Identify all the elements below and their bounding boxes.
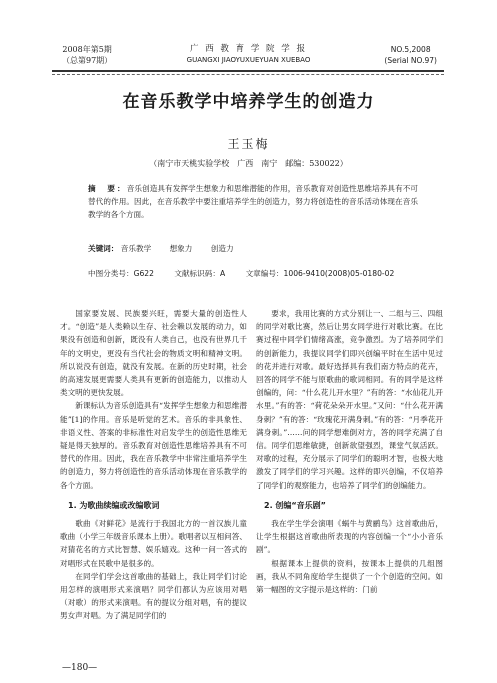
section-heading: 2. 创编“音乐剧” <box>264 500 326 510</box>
header-rule-dashed <box>52 74 444 75</box>
paragraph: 在同学们学会这首歌曲的基础上，我让同学们讨论用怎样的演唱形式来演唱？同学们都认为应该用对唱（对歌）的形式来演唱。有的提议分组对唱，有的提议男女声对唱。为了满足同学们的 <box>60 571 247 621</box>
abstract-text: 音乐创造具有发挥学生想象力和思维潜能的作用，音乐教育对创造性思维培养具有不可替代的作用。因此，在音乐教学中要注重培养学生的创造力，努力将创造性的音乐活动体现在音乐教学的各个方面。 <box>88 184 419 219</box>
section-heading: 1. 为歌曲续编或改编歌词 <box>68 500 160 510</box>
author-affiliation: （南宁市天桃实验学校 广西 南宁 邮编：530022） <box>149 159 348 168</box>
article-author: 王玉梅 <box>227 137 270 151</box>
body-column-right <box>256 307 443 596</box>
serial-number: （总第97期） <box>62 56 113 65</box>
paragraph: 新课标认为音乐创造具有“发挥学生想象力和思维潜能”[1]的作用。音乐是听觉的艺术。音乐的非具象性、非语义性、答案的非标准性对启发学生的创造性思维无疑是得天独厚的。音乐教育对创造性思维培养具有不可替代的作用。因此，我在音乐教学中非常注重培养学生的创造力，努力将创造性的音乐活动体现在音乐教学的各个方面。 <box>60 401 247 490</box>
article-no-label: 文章编号： <box>245 269 284 278</box>
paragraph: 要求，我用比赛的方式分别让一、二组与三、四组的同学对歌比赛，然后让男女同学进行对歌比赛。在比赛过程中同学们情绪高涨，竞争激烈。为了培养同学们的创新能力，我提议同学们即兴创编平时在生活中见过的花并进行对歌。最好选择具有我们南方特点的花卉，回答的同学不能与原歌曲的歌词相同。有的同学是这样创编的，问：“什么花儿开水里？”有的答：“水仙花儿开水里。”有的答：“荷花朵朵开水里。”又问：“什么花开满身刺？”有的答：“玫瑰花开满身刺。”有的答：“月季花开满身刺。”……问的同学想难倒对方，答的同学充满了自信。同学们思维敏捷，创新欲望强烈，课堂气氛活跃。对歌的过程，充分展示了同学们的聪明才智，也极大地激发了同学们的学习兴趣。这样的即兴创编，不仅培养了同学们的观察能力，也培养了同学们的创编能力。 <box>256 309 443 490</box>
doc-code-label: 文献标识码： <box>174 269 220 278</box>
header-issue-en <box>384 44 437 66</box>
journal-name-cn: 广 西 教 育 学 院 学 报 <box>190 44 307 54</box>
keyword: 创造力 <box>210 244 234 253</box>
clc-value: G622 <box>133 269 154 278</box>
issue-number: 2008年第5期 <box>62 45 112 54</box>
paragraph: 根据课本上提供的资料，按课本上提供的几组图画，我从不同角度给学生提供了一个个创造的空间。如第一幅图的文字提示是这样的：门前 <box>256 558 443 595</box>
keywords-label: 关键词： <box>88 244 119 253</box>
abstract-label: 摘 要： <box>88 184 127 193</box>
page-number: —180— <box>62 663 98 673</box>
article-meta <box>88 268 412 279</box>
paragraph: 歌曲《对鲜花》是流行于我国北方的一首汉族儿童歌曲（小学三年级音乐课本上册）。歌唱者以互相问答、对猜花名的方式比智慧、娱乐嬉戏。这种一问一答式的对唱形式在民歌中是很多的。 <box>60 519 247 568</box>
article-title: 在音乐教学中培养学生的创造力 <box>122 92 375 112</box>
abstract <box>88 182 418 221</box>
paragraph: 我在学生学会演唱《蜗牛与黄鹂鸟》这首歌曲后，让学生根据这首歌曲所表现的内容创编一个“小小音乐剧”。 <box>256 519 443 555</box>
keyword: 想象力 <box>169 244 193 253</box>
clc-label: 中图分类号： <box>88 269 134 278</box>
paragraph: 国家要发展、民族要兴旺，需要大量的创造性人才。“创造”是人类赖以生存、社会赖以发展的动力，如果没有创造和创新，既没有人类自己，也没有世界几千年的文明史，更没有当代社会的物质文明和精神文明。所以说没有创造，就没有发展。在新的历史时期，社会的高速发展更需要人类具有更新的创造能力，以推动人类文明的更快发展。 <box>60 309 247 398</box>
body-column-left <box>60 307 247 623</box>
keywords <box>88 243 250 254</box>
keyword: 音乐教学 <box>120 244 152 253</box>
serial-number-en: (Serial NO.97) <box>384 56 437 65</box>
journal-name-en: GUANGXI JIAOYUXUEYUAN XUEBAO <box>186 56 311 64</box>
doc-code-value: A <box>219 269 226 278</box>
header-rule <box>52 70 444 72</box>
issue-number-en: NO.5,2008 <box>390 45 431 54</box>
article-no-value: 1006-9410(2008)05-0180-02 <box>283 269 395 278</box>
